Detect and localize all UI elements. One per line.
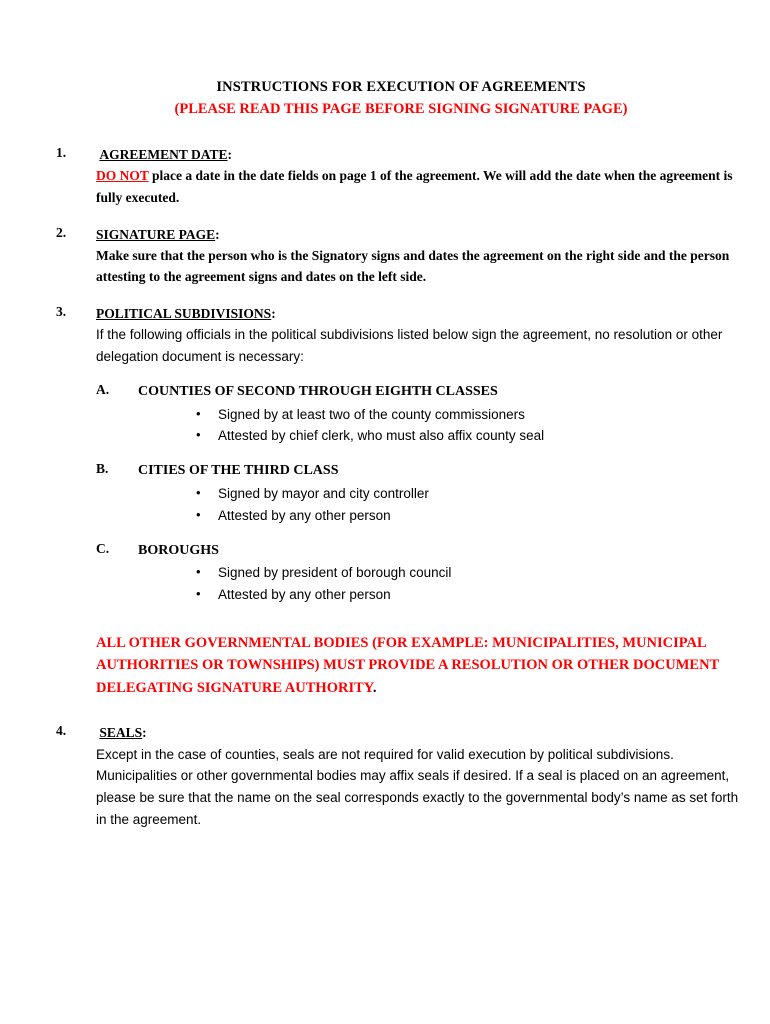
warning-paragraph	[96, 632, 736, 699]
list-item: • Signed by mayor and city controller	[196, 483, 746, 505]
page-title: INSTRUCTIONS FOR EXECUTION OF AGREEMENTS	[216, 79, 586, 95]
section-body	[96, 145, 746, 208]
section-number: 1.	[56, 145, 67, 161]
bullet-list	[96, 483, 746, 527]
section-heading-text: AGREEMENT DATE	[99, 147, 228, 163]
section-heading	[96, 225, 746, 245]
section-paragraph-text: place a date in the date fields on page 1 of the agreement. We will add the date when the agreement is fully executed.	[96, 168, 733, 205]
list-item: • Attested by any other person	[196, 584, 746, 606]
section-heading	[96, 304, 746, 324]
subsection-cities	[96, 461, 746, 526]
bullet-list	[96, 562, 746, 606]
page-subtitle: (PLEASE READ THIS PAGE BEFORE SIGNING SIGNATURE PAGE)	[174, 100, 628, 117]
subsection-letter: C.	[96, 540, 110, 556]
section-number: 2.	[56, 224, 67, 240]
subsection-title: BOROUGHS	[138, 542, 219, 558]
section-heading-text: SIGNATURE PAGE	[96, 226, 216, 242]
section-heading-suffix: :	[227, 147, 233, 163]
section-paragraph	[96, 165, 746, 208]
subsection-title: CITIES OF THE THIRD CLASS	[138, 463, 339, 479]
section-seals	[56, 723, 746, 831]
do-not-emphasis: DO NOT	[96, 168, 149, 184]
bullet-list	[96, 404, 746, 448]
section-number: 3.	[56, 304, 67, 319]
section-heading-suffix: :	[215, 226, 220, 242]
title-block	[56, 78, 746, 119]
section-number: 4.	[56, 723, 67, 739]
warning-tail: .	[372, 679, 377, 696]
list-item: • Attested by chief clerk, who must also affix county seal	[196, 425, 746, 447]
subsection-title: COUNTIES OF SECOND THROUGH EIGHTH CLASSES	[138, 383, 498, 399]
section-body	[96, 304, 746, 368]
section-paragraph: Make sure that the person who is the Signatory signs and dates the agreement on the right side and the person attesting to the agreement signs and dates on the left side.	[96, 247, 730, 285]
section-heading-text: SEALS	[99, 725, 143, 741]
section-heading-text: POLITICAL SUBDIVISIONS	[96, 306, 272, 321]
list-item: • Attested by any other person	[196, 505, 746, 527]
subsection-letter: B.	[96, 461, 109, 477]
section-signature-page	[56, 225, 746, 288]
document-content	[56, 78, 746, 847]
section-heading	[96, 145, 746, 165]
section-body	[96, 225, 746, 288]
list-item: • Signed by president of borough council	[196, 562, 746, 584]
section-heading-suffix: :	[142, 725, 147, 741]
list-item: • Signed by at least two of the county commissioners	[196, 404, 746, 426]
section-body	[96, 723, 746, 831]
section-paragraph: If the following officials in the political subdivisions listed below sign the agreement, no resolution or other delegation document is necessary:	[96, 327, 723, 365]
section-heading	[96, 723, 746, 743]
warning-text: ALL OTHER GOVERNMENTAL BODIES (FOR EXAMPLE: MUNICIPALITIES, MUNICIPAL AUTHORITIES OR TOWNSHIPS) MUST PROVIDE A RESOLUTION OR OTHER DOCUMENT DELEGATING SIGNATURE AUTHORITY	[96, 634, 719, 696]
subsection-counties	[96, 382, 746, 447]
section-paragraph: Except in the case of counties, seals are not required for valid execution by political subdivisions. Municipalities or other governmental bodies may affix seals if desired. If a seal is placed on an agreement, please be sure that the name on the seal corresponds exactly to the governmental body’s name as set forth in the agreement.	[96, 746, 739, 828]
section-heading-suffix: :	[271, 306, 276, 321]
subsection-letter: A.	[96, 381, 110, 397]
section-political-subdivisions	[56, 304, 746, 699]
subsection-boroughs	[96, 541, 746, 606]
section-agreement-date	[56, 145, 746, 208]
